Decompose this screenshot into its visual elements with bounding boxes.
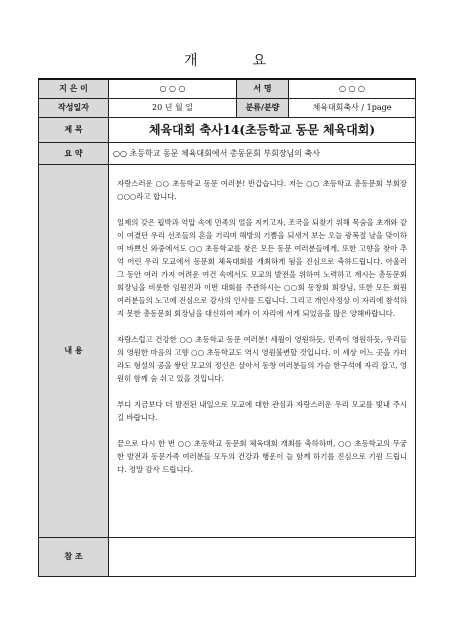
content-paragraph: 자랑스러운 ○○ 초등학교 동문 여러분! 반갑습니다. 저는 ○○ 초등학교 총동문회 부회장 ○○○라고 합니다. <box>117 178 407 201</box>
content-paragraph: 부디 지금보다 더 발전된 내일으로 모교에 대한 관심과 자랑스러운 우리 모교를 빛내 주시길 바랍니다. <box>117 399 407 422</box>
signature-value: ○ ○ ○ <box>289 79 416 98</box>
author-value: ○ ○ ○ <box>109 79 237 98</box>
summary-value: ○○ 초등학교 동문 체육대회에서 총동문회 부회장님의 축사 <box>109 142 416 164</box>
reference-value <box>109 537 416 576</box>
content-paragraph: 자랑스럽고 건강한 ○○ 초등학교 동문 여러분! 세월이 영원하듯, 민족이 영원하듯, 우리들의 영원한 마음의 고향 ○○ 초등학교도 역시 영원불변할 것입니다. 이 세상 어느 곳을 가더라도 형설의 공을 쌓던 모교의 정신은 살아서 동창 여러분들의 가슴 한구석에 자리 잡고, 영원히 함께 숨 쉬고 있을 것입니다. <box>117 334 407 383</box>
subject-value: 체육대회 축사14(초등학교 동문 체육대회) <box>109 117 416 142</box>
reference-label: 참 조 <box>39 537 109 576</box>
overview-form <box>38 78 416 577</box>
content-body <box>109 164 416 537</box>
category-value: 체육대회축사 / 1page <box>289 98 416 117</box>
summary-label: 요 약 <box>39 142 109 164</box>
content-paragraph: 일제의 갖은 핍박과 억압 속에 민족의 얼을 지키고자, 조국을 되찾기 위해 목숨을 초개와 같이 여겼던 우리 선조들의 혼을 기리며 해방의 기쁨을 되새겨 보는 오늘 광복절 날을 맞이하여 바쁘신 와중에서도 ○○ 초등학교를 찾은 모든 동문 여러분들에게, 또한 고향을 찾아 추억 어린 우리 모교에서 동문회 체육대회를 개최하게 됨을 진심으로 축하드립니다. 아울러 그 동안 여러 가지 어려운 여건 속에서도 모교의 발전을 위하여 노력하고 계시는 총동문회 회장님을 비롯한 임원진과 이번 대회를 주관하시는 ○○회 동창회 회장님, 또한 모든 회원 여러분들의 노고에 진심으로 감사의 인사를 드립니다. 그리고 개인사정상 이 자리에 참석하지 못한 총동문회 회장님을 대신하여 제가 이 자리에 서게 되었음을 많은 양해바랍니다. <box>117 217 408 318</box>
subject-label: 제 목 <box>39 117 109 142</box>
author-label: 지 은 이 <box>39 79 109 98</box>
title-char-2: 요 <box>252 53 266 69</box>
category-label: 분류/분량 <box>237 98 289 117</box>
date-value: 20 년 월 일 <box>109 98 237 117</box>
signature-label: 서 명 <box>237 79 289 98</box>
document-title <box>0 50 450 70</box>
title-char-1: 개 <box>184 53 198 69</box>
content-label: 내 용 <box>39 164 109 537</box>
content-paragraph: 끝으로 다시 한 번 ○○ 초등학교 동문회 체육대회 개최를 축하하며, ○○ 초등학교의 무궁한 발전과 동문가족 여러분들 모두의 건강과 행운이 늘 함께 하기를 진심으로 기원 드립니다. 정말 감사 드립니다. <box>117 438 407 474</box>
date-label: 작성일자 <box>39 98 109 117</box>
